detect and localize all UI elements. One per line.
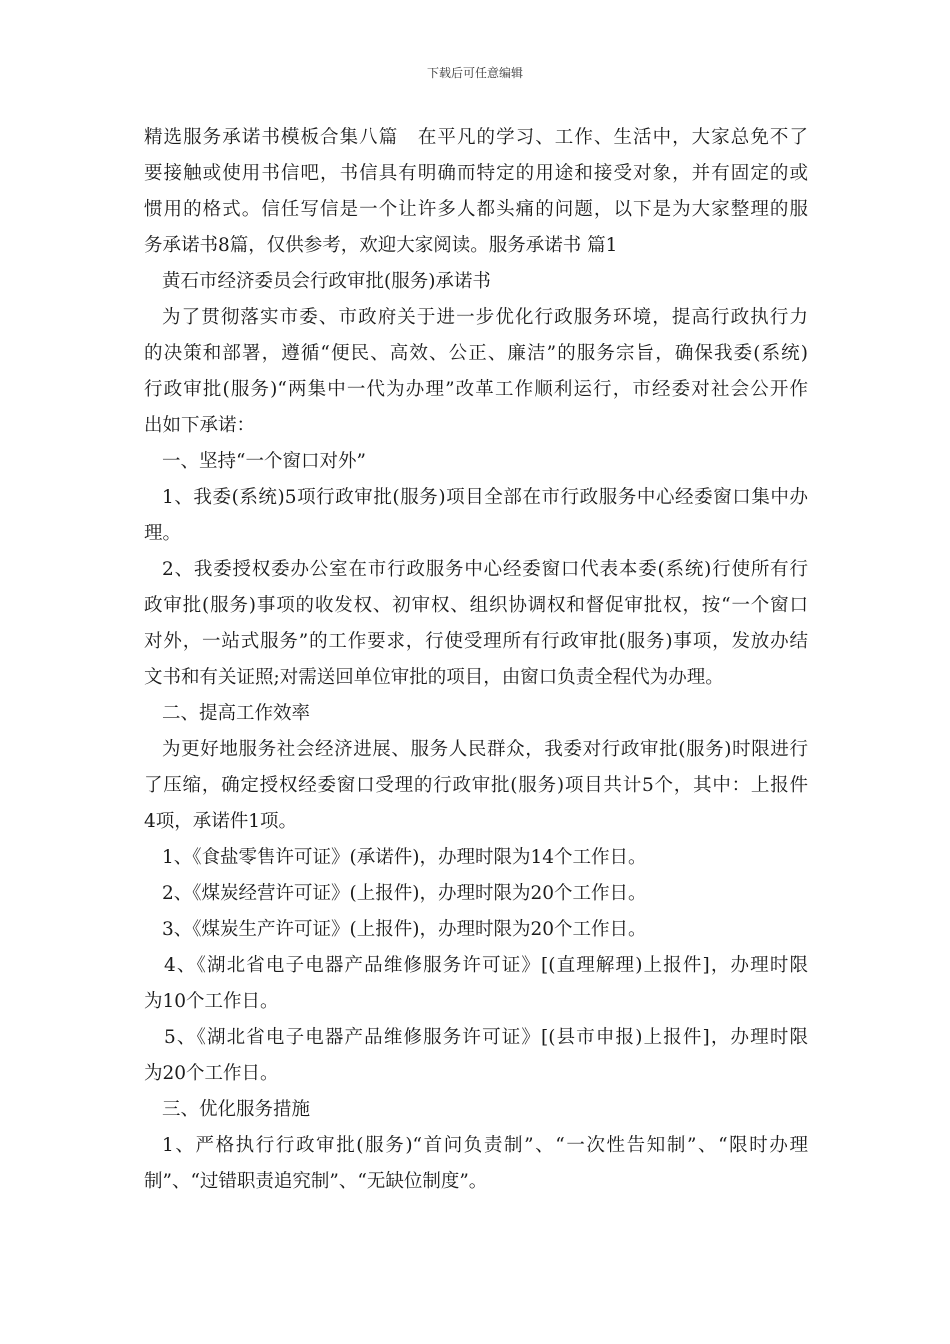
body-line: 对外，一站式服务”的工作要求，行使受理所有行政审批(服务)事项，发放办结 bbox=[144, 631, 808, 652]
body-line: 要接触或使用书信吧，书信具有明确而特定的用途和接受对象，并有固定的或 bbox=[144, 163, 808, 184]
body-line: 为20个工作日。 bbox=[144, 1063, 279, 1084]
body-line: 政审批(服务)事项的收发权、初审权、组织协调权和督促审批权，按“一个窗口 bbox=[144, 595, 808, 616]
section-heading: 三、优化服务措施 bbox=[162, 1099, 311, 1120]
section-heading: 二、提高工作效率 bbox=[162, 703, 311, 724]
body-line: 为10个工作日。 bbox=[144, 991, 279, 1012]
list-item: 1、严格执行行政审批(服务)“首问负责制”、“一次性告知制”、“限时办理 bbox=[162, 1135, 808, 1156]
list-item: 3、《煤炭生产许可证》(上报件)，办理时限为20个工作日。 bbox=[162, 919, 647, 940]
list-item: 2、《煤炭经营许可证》(上报件)，办理时限为20个工作日。 bbox=[162, 883, 647, 904]
body-line: 为了贯彻落实市委、市政府关于进一步优化行政服务环境，提高行政执行力 bbox=[162, 307, 808, 328]
body-line: 4项，承诺件1项。 bbox=[144, 811, 298, 832]
section-title: 黄石市经济委员会行政审批(服务)承诺书 bbox=[162, 271, 491, 292]
page-header-note: 下载后可任意编辑 bbox=[426, 66, 523, 80]
list-item: 4、《湖北省电子电器产品维修服务许可证》[(直理解理)上报件]，办理时限 bbox=[164, 955, 808, 976]
body-line: 文书和有关证照;对需送回单位审批的项目，由窗口负责全程代为办理。 bbox=[144, 667, 724, 688]
body-line: 务承诺书8篇，仅供参考，欢迎大家阅读。服务承诺书 篇1 bbox=[144, 235, 618, 256]
body-line: 2、我委授权委办公室在市行政服务中心经委窗口代表本委(系统)行使所有行 bbox=[162, 559, 808, 580]
body-line: 出如下承诺： bbox=[144, 415, 256, 436]
section-heading: 一、坚持“一个窗口对外” bbox=[162, 451, 366, 472]
body-line: 为更好地服务社会经济进展、服务人民群众，我委对行政审批(服务)时限进行 bbox=[162, 739, 808, 760]
body-line: 制”、“过错职责追究制”、“无缺位制度”。 bbox=[144, 1171, 488, 1192]
body-line: 精选服务承诺书模板合集八篇 在平凡的学习、工作、生活中，大家总免不了 bbox=[144, 127, 808, 148]
document-body bbox=[144, 120, 808, 1200]
body-line: 惯用的格式。信任写信是一个让许多人都头痛的问题，以下是为大家整理的服 bbox=[144, 199, 808, 220]
list-item: 1、《食盐零售许可证》(承诺件)，办理时限为14个工作日。 bbox=[162, 847, 647, 868]
body-line: 1、我委(系统)5项行政审批(服务)项目全部在市行政服务中心经委窗口集中办 bbox=[162, 487, 808, 508]
body-line: 的决策和部署，遵循“便民、高效、公正、廉洁”的服务宗旨，确保我委(系统) bbox=[144, 343, 808, 364]
list-item: 5、《湖北省电子电器产品维修服务许可证》[(县市申报)上报件]，办理时限 bbox=[164, 1027, 808, 1048]
body-line: 行政审批(服务)“两集中一代为办理”改革工作顺利运行，市经委对社会公开作 bbox=[144, 379, 808, 400]
body-line: 了压缩，确定授权经委窗口受理的行政审批(服务)项目共计5个，其中：上报件 bbox=[144, 775, 808, 796]
body-line: 理。 bbox=[144, 523, 182, 544]
